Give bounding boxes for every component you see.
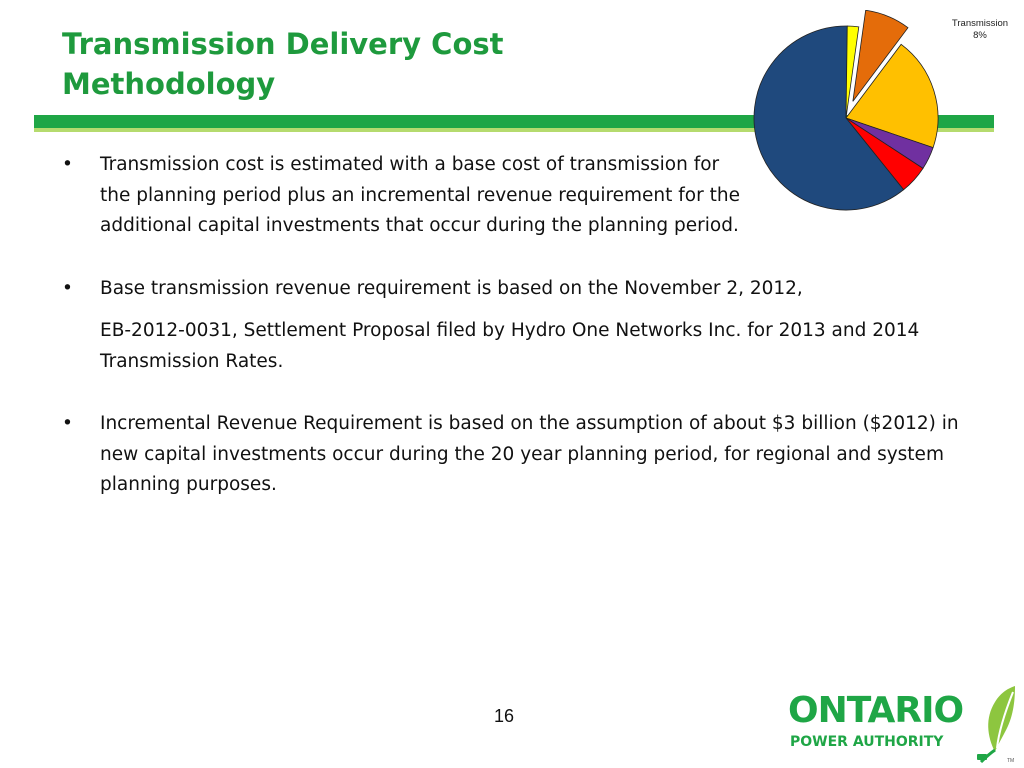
slide-title bbox=[62, 24, 682, 104]
logo-word-ontario: ONTARIO bbox=[788, 690, 964, 731]
bullet-item bbox=[62, 150, 740, 242]
ontario-power-authority-logo bbox=[780, 684, 1020, 764]
data-label-value: 8% bbox=[973, 30, 987, 41]
title-line-1: Transmission Delivery Cost bbox=[62, 27, 504, 61]
bullet-text: Base transmission revenue requirement is based on the November 2, 2012, bbox=[100, 277, 803, 299]
leaf-plug-icon bbox=[975, 684, 1019, 764]
bullet-item bbox=[62, 409, 972, 501]
logo-trademark: TM bbox=[1007, 758, 1015, 764]
bullet-text: Transmission cost is estimated with a base cost of transmission for the planning period plus an incremental revenue requirement for the additional capital investments that occur during the planning period. bbox=[100, 154, 740, 236]
title-line-2: Methodology bbox=[62, 67, 276, 101]
bullet-dot: • bbox=[62, 154, 73, 175]
page-number: 16 bbox=[493, 706, 515, 726]
bullet-dot: • bbox=[62, 413, 73, 434]
logo-word-power-authority: POWER AUTHORITY bbox=[790, 734, 944, 750]
bullet-dot: • bbox=[62, 277, 73, 299]
slide-body bbox=[62, 150, 972, 501]
bullet-item bbox=[62, 274, 972, 378]
data-label-name: Transmission bbox=[951, 18, 1009, 29]
bullet-text: Incremental Revenue Requirement is based on the assumption of about $3 billion ($2012) in new capital investments occur during the 20 year planning period, for regional and system planning purposes. bbox=[100, 413, 959, 495]
bullet-text-continuation: EB-2012-0031, Settlement Proposal filed by Hydro One Networks Inc. for 2013 and 2014 Transmission Rates. bbox=[100, 320, 920, 372]
